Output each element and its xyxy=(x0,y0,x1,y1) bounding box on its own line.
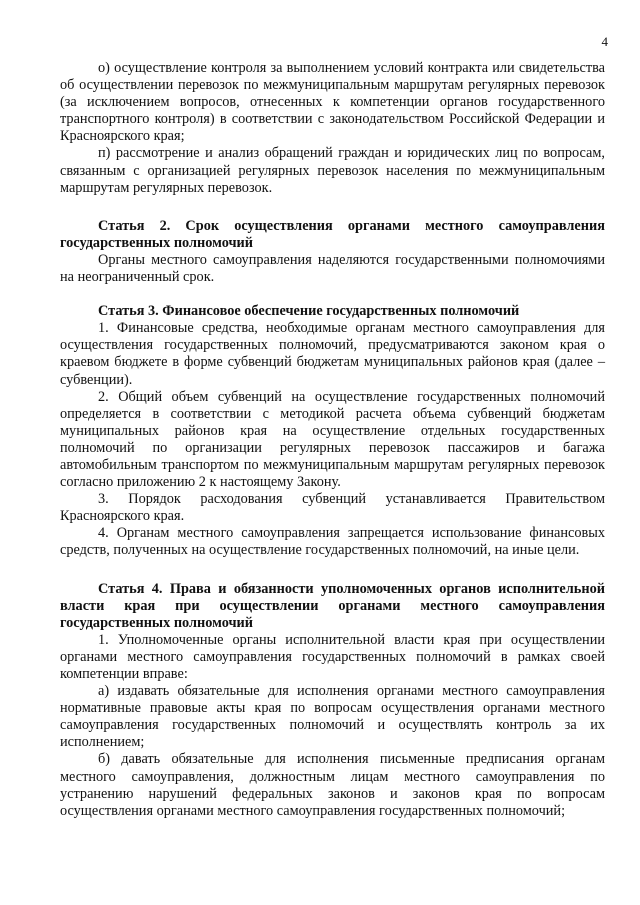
article-2 xyxy=(60,218,605,286)
list-item-p: п) рассмотрение и анализ обращений граждан и юридических лиц по вопросам, связанным с организацией регулярных перевозок населения по межмуниципальным маршрутам регулярных перевозок. xyxy=(60,145,605,196)
article-heading: Статья 3. Финансовое обеспечение государственных полномочий xyxy=(98,303,520,320)
paragraph: 1. Уполномоченные органы исполнительной власти края при осуществлении органами местного самоуправления государственных полномочий в рамках своей компетенции вправе: xyxy=(60,631,605,682)
document-body xyxy=(60,60,605,820)
article-heading: Статья 4. Права и обязанности уполномоченных органов исполнительной власти края при осуществлении органами местного самоуправления государственных полномочий xyxy=(60,580,605,631)
paragraph: 4. Органам местного самоуправления запрещается использование финансовых средств, полученных на осуществление государственных полномочий, на иные цели. xyxy=(60,525,605,559)
paragraph: 2. Общий объем субвенций на осуществление государственных полномочий определяется в соответствии с методикой расчета объема субвенций бюджетам муниципальных районов края на осуществление отдельных государственных полномочий по организации регулярных перевозок пассажиров и багажа автомобильным транспортом по межмуниципальным маршрутам регулярных перевозок согласно приложению 2 к настоящему Закону. xyxy=(60,388,605,491)
paragraph: а) издавать обязательные для исполнения органами местного самоуправления нормативные правовые акты края по вопросам осуществления органами местного самоуправления государственных полномочий и осуществлять контроль за их исполнением; xyxy=(60,683,605,751)
paragraph: Органы местного самоуправления наделяются государственными полномочиями на неограниченный срок. xyxy=(60,251,605,286)
article-heading: Статья 2. Срок осуществления органами местного самоуправления государственных полномочий xyxy=(60,217,605,251)
paragraph: б) давать обязательные для исполнения письменные предписания органам местного самоуправления, должностным лицам местного самоуправления по устранению нарушений федеральных законов и законов края по вопросам осуществления органами местного самоуправления государственных полномочий; xyxy=(60,751,605,819)
article-4 xyxy=(60,581,605,820)
article-3 xyxy=(60,303,605,559)
list-item-o: о) осуществление контроля за выполнением условий контракта или свидетельства об осуществлении перевозок по межмуниципальным маршрутам регулярных перевозок (за исключением вопросов, отнесенных к компетенции органов государственного транспортного контроля) в соответствии с законодательством Российской Федерации и Красноярского края; xyxy=(60,60,605,145)
page-number: 4 xyxy=(601,34,608,49)
paragraph: 1. Финансовые средства, необходимые органам местного самоуправления для осуществления государственных полномочий, предусматриваются законом края о краевом бюджете в форме субвенций бюджетам муниципальных районов края (далее – субвенции). xyxy=(60,320,605,388)
paragraph: 3. Порядок расходования субвенций устанавливается Правительством Красноярского края. xyxy=(60,491,605,525)
